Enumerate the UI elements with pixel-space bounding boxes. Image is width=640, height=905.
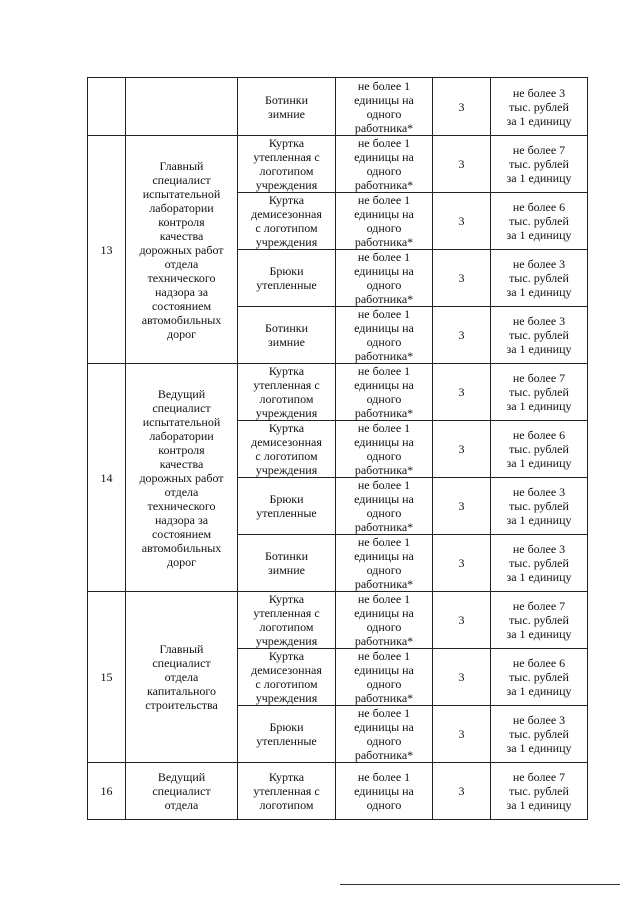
- price-cell: не более 6 тыс. рублей за 1 единицу: [491, 649, 588, 706]
- norm-cell: не более 1 единицы на одного работника*: [336, 78, 433, 136]
- table-body: [88, 78, 588, 820]
- price-cell: не более 3 тыс. рублей за 1 единицу: [491, 250, 588, 307]
- row-number-cell: [88, 78, 126, 136]
- term-cell: 3: [433, 763, 491, 820]
- term-cell: 3: [433, 706, 491, 763]
- table-row: [88, 763, 588, 820]
- position-cell: [126, 78, 238, 136]
- item-cell: Куртка утепленная с логотипом учреждения: [238, 592, 336, 649]
- term-cell: 3: [433, 307, 491, 364]
- norm-cell: не более 1 единицы на одного работника*: [336, 307, 433, 364]
- item-cell: Брюки утепленные: [238, 478, 336, 535]
- price-cell: не более 7 тыс. рублей за 1 единицу: [491, 364, 588, 421]
- norm-cell: не более 1 единицы на одного работника*: [336, 136, 433, 193]
- item-cell: Куртка утепленная с логотипом учреждения: [238, 364, 336, 421]
- price-cell: не более 7 тыс. рублей за 1 единицу: [491, 136, 588, 193]
- item-cell: Куртка утепленная с логотипом: [238, 763, 336, 820]
- term-cell: 3: [433, 136, 491, 193]
- table-row: [88, 364, 588, 421]
- norm-cell: не более 1 единицы на одного работника*: [336, 478, 433, 535]
- equipment-norms-table: [87, 77, 588, 820]
- item-cell: Брюки утепленные: [238, 706, 336, 763]
- table-row: [88, 78, 588, 136]
- price-cell: не более 7 тыс. рублей за 1 единицу: [491, 592, 588, 649]
- item-cell: Куртка демисезонная с логотипом учреждения: [238, 649, 336, 706]
- item-cell: Ботинки зимние: [238, 78, 336, 136]
- norm-cell: не более 1 единицы на одного: [336, 763, 433, 820]
- term-cell: 3: [433, 535, 491, 592]
- price-cell: не более 3 тыс. рублей за 1 единицу: [491, 535, 588, 592]
- norm-cell: не более 1 единицы на одного работника*: [336, 592, 433, 649]
- term-cell: 3: [433, 478, 491, 535]
- row-number-cell: 14: [88, 364, 126, 592]
- table-row: [88, 136, 588, 193]
- row-number-cell: 15: [88, 592, 126, 763]
- price-cell: не более 3 тыс. рублей за 1 единицу: [491, 78, 588, 136]
- item-cell: Брюки утепленные: [238, 250, 336, 307]
- row-number-cell: 16: [88, 763, 126, 820]
- position-cell: Главный специалист испытательной лаборатории контроля качества дорожных работ отдела технического надзора за состоянием автомобильных дорог: [126, 136, 238, 364]
- position-cell: Ведущий специалист отдела: [126, 763, 238, 820]
- row-number-cell: 13: [88, 136, 126, 364]
- norm-cell: не более 1 единицы на одного работника*: [336, 649, 433, 706]
- norm-cell: не более 1 единицы на одного работника*: [336, 364, 433, 421]
- norm-cell: не более 1 единицы на одного работника*: [336, 250, 433, 307]
- term-cell: 3: [433, 250, 491, 307]
- item-cell: Куртка демисезонная с логотипом учреждения: [238, 193, 336, 250]
- term-cell: 3: [433, 649, 491, 706]
- norm-cell: не более 1 единицы на одного работника*: [336, 421, 433, 478]
- norm-cell: не более 1 единицы на одного работника*: [336, 706, 433, 763]
- term-cell: 3: [433, 193, 491, 250]
- price-cell: не более 3 тыс. рублей за 1 единицу: [491, 706, 588, 763]
- norm-cell: не более 1 единицы на одного работника*: [336, 193, 433, 250]
- item-cell: Куртка утепленная с логотипом учреждения: [238, 136, 336, 193]
- price-cell: не более 3 тыс. рублей за 1 единицу: [491, 478, 588, 535]
- item-cell: Ботинки зимние: [238, 535, 336, 592]
- term-cell: 3: [433, 592, 491, 649]
- item-cell: Ботинки зимние: [238, 307, 336, 364]
- position-cell: Главный специалист отдела капитального строительства: [126, 592, 238, 763]
- footer-rule: [340, 884, 620, 885]
- position-cell: Ведущий специалист испытательной лаборатории контроля качества дорожных работ отдела технического надзора за состоянием автомобильных дорог: [126, 364, 238, 592]
- norm-cell: не более 1 единицы на одного работника*: [336, 535, 433, 592]
- price-cell: не более 6 тыс. рублей за 1 единицу: [491, 421, 588, 478]
- item-cell: Куртка демисезонная с логотипом учреждения: [238, 421, 336, 478]
- table-row: [88, 592, 588, 649]
- price-cell: не более 7 тыс. рублей за 1 единицу: [491, 763, 588, 820]
- term-cell: 3: [433, 78, 491, 136]
- price-cell: не более 3 тыс. рублей за 1 единицу: [491, 307, 588, 364]
- price-cell: не более 6 тыс. рублей за 1 единицу: [491, 193, 588, 250]
- term-cell: 3: [433, 421, 491, 478]
- term-cell: 3: [433, 364, 491, 421]
